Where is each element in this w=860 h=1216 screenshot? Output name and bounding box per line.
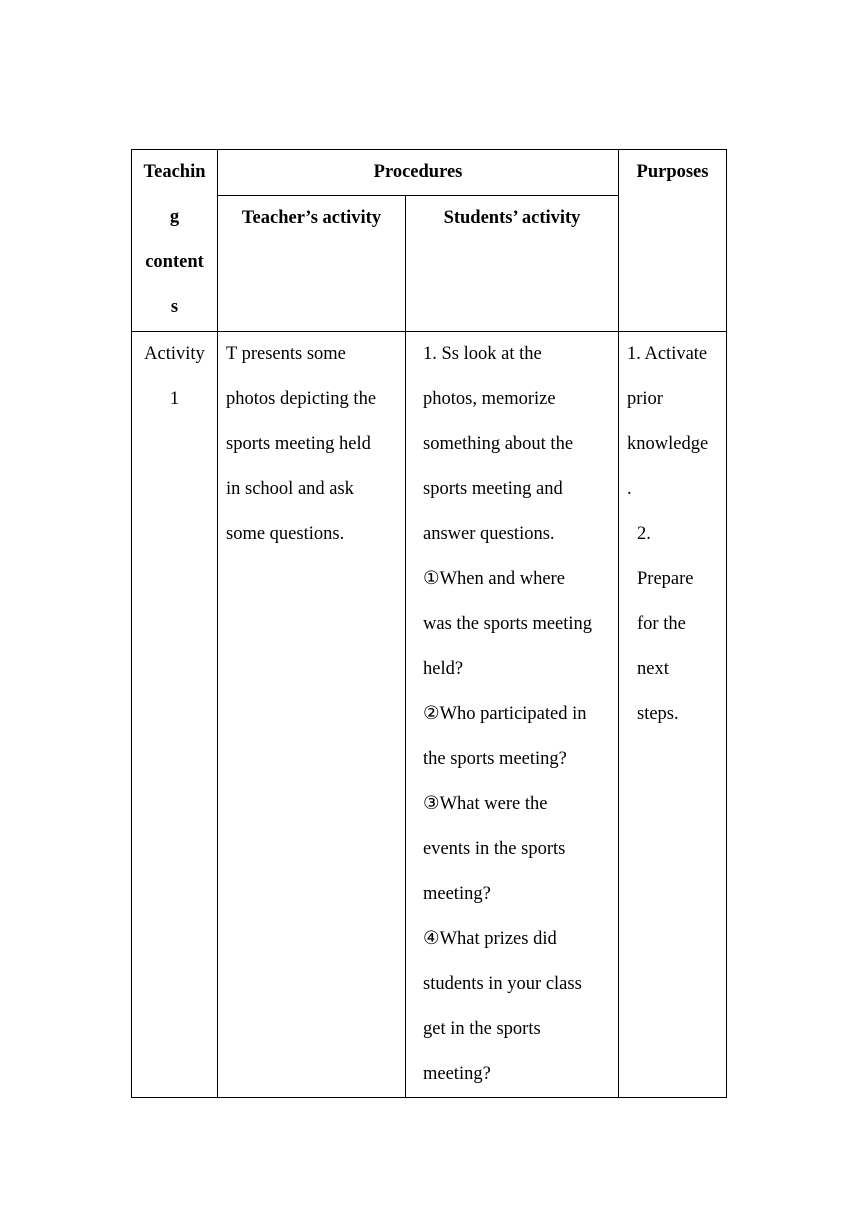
purposes-line: next <box>637 659 669 679</box>
students-activity-line: students in your class <box>423 974 582 994</box>
purposes-line: 2. <box>637 524 651 544</box>
table-row <box>132 332 727 1098</box>
header-contents-line: Teachin <box>143 162 206 182</box>
teacher-activity-line: some questions. <box>226 524 345 544</box>
students-activity-line: answer questions. <box>423 524 555 544</box>
header-teaching-contents <box>132 150 218 332</box>
purposes-line: 1. Activate <box>627 344 708 364</box>
activity-label-cell <box>132 332 218 1098</box>
activity-label-line: 1 <box>169 389 180 409</box>
header-purposes: Purposes <box>619 150 727 332</box>
students-activity-line: ③What were the <box>423 794 548 814</box>
purposes-line: . <box>627 479 632 499</box>
teacher-activity-line: photos depicting the <box>226 389 377 409</box>
students-activity-line: the sports meeting? <box>423 749 567 769</box>
purposes-line: for the <box>637 614 686 634</box>
students-activity-line: photos, memorize <box>423 389 556 409</box>
students-activity-line: meeting? <box>423 1064 491 1084</box>
purposes-line: steps. <box>637 704 679 724</box>
header-teacher-activity: Teacher’s activity <box>218 196 406 332</box>
teacher-activity-line: T presents some <box>226 344 346 364</box>
students-activity-line: was the sports meeting <box>423 614 593 634</box>
header-students-activity: Students’ activity <box>406 196 619 332</box>
students-activity-line: get in the sports <box>423 1019 541 1039</box>
header-procedures: Procedures <box>218 150 619 196</box>
activity-label-line: Activity <box>144 344 205 364</box>
students-activity-cell <box>406 332 619 1098</box>
teacher-activity-line: in school and ask <box>226 479 354 499</box>
header-contents-line: g <box>169 207 180 227</box>
header-contents-line: s <box>170 297 179 317</box>
teacher-activity-cell <box>218 332 406 1098</box>
students-activity-line: ①When and where <box>423 569 565 589</box>
students-activity-line: ④What prizes did <box>423 929 557 949</box>
purposes-line: Prepare <box>637 569 694 589</box>
purposes-line: knowledge <box>627 434 709 454</box>
purposes-line: prior <box>627 389 663 409</box>
students-activity-line: sports meeting and <box>423 479 563 499</box>
purposes-cell <box>619 332 727 1098</box>
students-activity-line: held? <box>423 659 464 679</box>
teacher-activity-line: sports meeting held <box>226 434 371 454</box>
students-activity-line: events in the sports <box>423 839 566 859</box>
students-activity-line: meeting? <box>423 884 491 904</box>
lesson-plan-table <box>131 149 727 1098</box>
students-activity-line: something about the <box>423 434 574 454</box>
students-activity-line: ②Who participated in <box>423 704 587 724</box>
header-row-1 <box>132 150 727 196</box>
header-contents-line: content <box>145 252 204 272</box>
students-activity-line: 1. Ss look at the <box>423 344 542 364</box>
